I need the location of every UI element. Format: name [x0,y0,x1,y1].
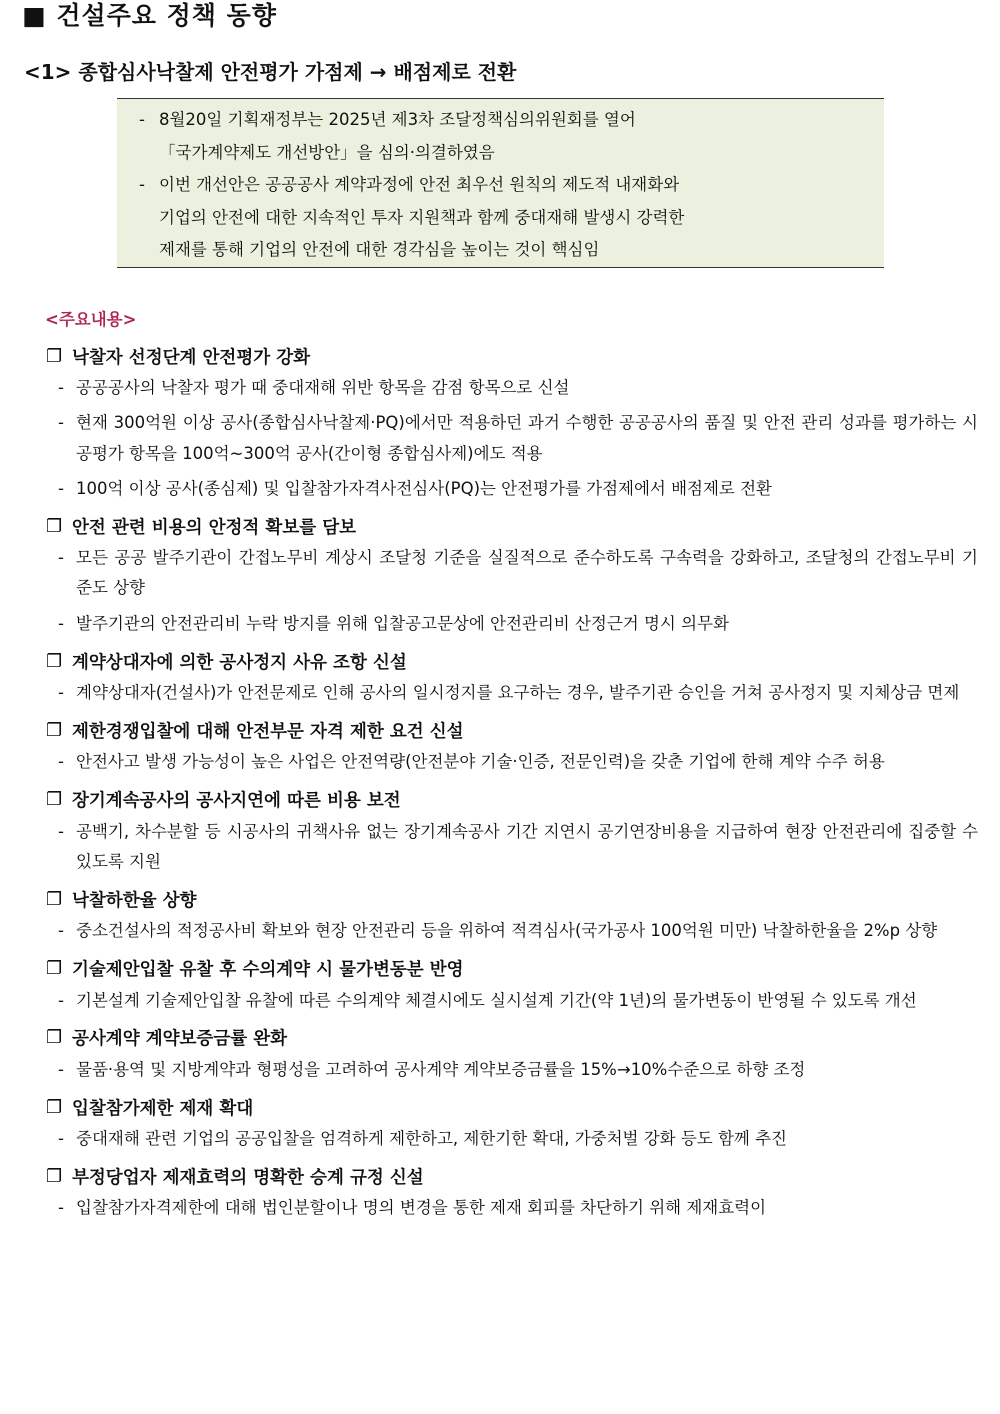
dash-marker: - [58,821,64,841]
dash-marker: - [58,752,64,772]
summary-text: 「국가계약제도 개선방안」을 심의·의결하였음 [159,142,495,162]
dash-marker [139,137,159,170]
section-heading-text: 입찰참가제한 제재 확대 [72,1098,254,1119]
section-heading-text: 낙찰하한율 상향 [72,890,197,911]
dash-marker: - [58,921,64,941]
bullet-text: 100억 이상 공사(종심제) 및 입찰참가자격사전심사(PQ)는 안전평가를 가점제에서 배점제로 전환 [76,478,772,498]
section-heading-text: 안전 관련 비용의 안정적 확보를 담보 [72,517,357,538]
policy-section [46,1021,978,1085]
dash-marker: - [58,1198,64,1218]
bullet-item [46,408,978,469]
section-subtitle: <1> 종합심사낙찰제 안전평가 가점제 → 배점제로 전환 [24,60,517,84]
section-heading-text: 공사계약 계약보증금률 완화 [72,1029,288,1050]
bullet-text: 현재 300억원 이상 공사(종합심사낙찰제·PQ)에서만 적용하던 과거 수행한 공공공사의 품질 및 안전 관리 성과를 평가하는 시공평가 항목을 100억~300억 공사(간이형 종합심사제)에도 적용 [76,413,978,463]
summary-text: 제재를 통해 기업의 안전에 대한 경각심을 높이는 것이 핵심임 [159,240,600,259]
section-heading-text: 기술제안입찰 유찰 후 수의계약 시 물가변동분 반영 [72,960,464,981]
dash-marker: - [58,1129,64,1149]
policy-section [46,713,978,777]
summary-line [139,137,884,170]
section-heading-text: 제한경쟁입찰에 대해 안전부문 자격 제한 요건 신설 [72,721,464,742]
bullet-item [46,1124,978,1154]
bullet-item [46,817,978,878]
summary-text: 기업의 안전에 대한 지속적인 투자 지원책과 함께 중대재해 발생시 강력한 [159,207,685,227]
section-heading [46,882,978,916]
bullet-text: 공공공사의 낙찰자 평가 때 중대재해 위반 항목을 감점 항목으로 신설 [76,378,570,397]
section-heading-text: 부정당업자 제재효력의 명확한 승계 규정 신설 [72,1167,424,1188]
bullet-item [46,678,978,708]
bullet-item [46,1055,978,1085]
bullet-item [46,986,978,1016]
bullet-text: 안전사고 발생 가능성이 높은 사업은 안전역량(안전분야 기술·인증, 전문인력)을 갖춘 기업에 한해 계약 수주 허용 [76,752,885,772]
bullet-item [46,543,978,604]
summary-box [117,98,884,268]
dash-marker: - [58,1059,64,1079]
section-heading [46,1159,978,1193]
dash-marker [139,202,159,235]
summary-text: 8월20일 기획재정부는 2025년 제3차 조달정책심의위원회를 열어 [159,110,636,129]
document-title-text: 건설주요 정책 동향 [56,1,277,30]
black-square-icon: ■ [22,1,47,30]
bullet-item [46,1193,978,1223]
policy-section [46,1090,978,1154]
dash-marker: - [139,175,145,194]
policy-section [46,644,978,708]
section-heading-text: 장기계속공사의 공사지연에 따른 비용 보전 [72,791,401,812]
policy-section [46,783,978,878]
checkbox-square-icon: ❐ [46,958,63,980]
section-heading [46,339,978,373]
bullet-text: 계약상대자(건설사)가 안전문제로 인해 공사의 일시정지를 요구하는 경우, 발주기관 승인을 거쳐 공사정지 및 지체상금 면제 [76,683,960,703]
bullet-text: 모든 공공 발주기관이 간접노무비 계상시 조달청 기준을 실질적으로 준수하도록 구속력을 강화하고, 조달청의 간접노무비 기준도 상향 [76,548,978,598]
bullet-text: 기본설계 기술제안입찰 유찰에 따른 수의계약 체결시에도 실시설계 기간(약 1년)의 물가변동이 반영될 수 있도록 개선 [76,990,917,1010]
bullet-text: 물품·용역 및 지방계약과 형평성을 고려하여 공사계약 계약보증금률을 15%→10%수준으로 하향 조정 [76,1059,806,1079]
section-heading [46,783,978,817]
checkbox-square-icon: ❐ [46,1096,63,1118]
bullet-item [46,747,978,777]
checkbox-square-icon: ❐ [46,1027,63,1049]
bullet-item [46,474,978,504]
dash-marker: - [58,548,64,568]
section-heading-text: 낙찰자 선정단계 안전평가 강화 [72,347,311,368]
summary-line [139,234,884,267]
policy-section [46,882,978,946]
section-heading [46,1021,978,1055]
section-heading-text: 계약상대자에 의한 공사정지 사유 조항 신설 [72,652,407,673]
checkbox-square-icon: ❐ [46,1165,63,1187]
policy-sections [46,339,978,1229]
bullet-item [46,916,978,946]
checkbox-square-icon: ❐ [46,650,63,672]
section-heading [46,952,978,986]
bullet-text: 중대재해 관련 기업의 공공입찰을 엄격하게 제한하고, 제한기한 확대, 가중처벌 강화 등도 함께 추진 [76,1129,787,1149]
dash-marker: - [58,413,64,433]
checkbox-square-icon: ❐ [46,719,63,741]
dash-marker: - [58,683,64,703]
checkbox-square-icon: ❐ [46,345,63,367]
dash-marker: - [58,990,64,1010]
bullet-item [46,609,978,639]
checkbox-square-icon: ❐ [46,888,63,910]
bullet-text: 공백기, 차수분할 등 시공사의 귀책사유 없는 장기계속공사 기간 지연시 공기연장비용을 지급하여 현장 안전관리에 집중할 수 있도록 지원 [76,821,978,871]
section-heading [46,509,978,543]
policy-section [46,952,978,1016]
checkbox-square-icon: ❐ [46,789,63,811]
bullet-item [46,373,978,403]
policy-section [46,339,978,504]
dash-marker [139,234,159,267]
dash-marker: - [139,110,145,129]
summary-line [139,169,884,202]
section-heading [46,644,978,678]
dash-marker: - [58,378,64,397]
document-title [22,0,277,32]
summary-line [139,104,884,137]
dash-marker: - [58,478,64,498]
main-contents-label: <주요내용> [45,310,137,329]
section-heading [46,1090,978,1124]
checkbox-square-icon: ❐ [46,515,63,537]
summary-line [139,202,884,235]
policy-section [46,1159,978,1223]
bullet-text: 발주기관의 안전관리비 누락 방지를 위해 입찰공고문상에 안전관리비 산정근거 명시 의무화 [76,613,729,633]
policy-section [46,509,978,639]
section-heading [46,713,978,747]
bullet-text: 중소건설사의 적정공사비 확보와 현장 안전관리 등을 위하여 적격심사(국가공사 100억원 미만) 낙찰하한율을 2%p 상향 [76,921,938,941]
summary-text: 이번 개선안은 공공공사 계약과정에 안전 최우선 원칙의 제도적 내재화와 [159,175,680,194]
dash-marker: - [58,613,64,633]
bullet-text: 입찰참가자격제한에 대해 법인분할이나 명의 변경을 통한 제재 회피를 차단하기 위해 제재효력이 [76,1198,767,1218]
